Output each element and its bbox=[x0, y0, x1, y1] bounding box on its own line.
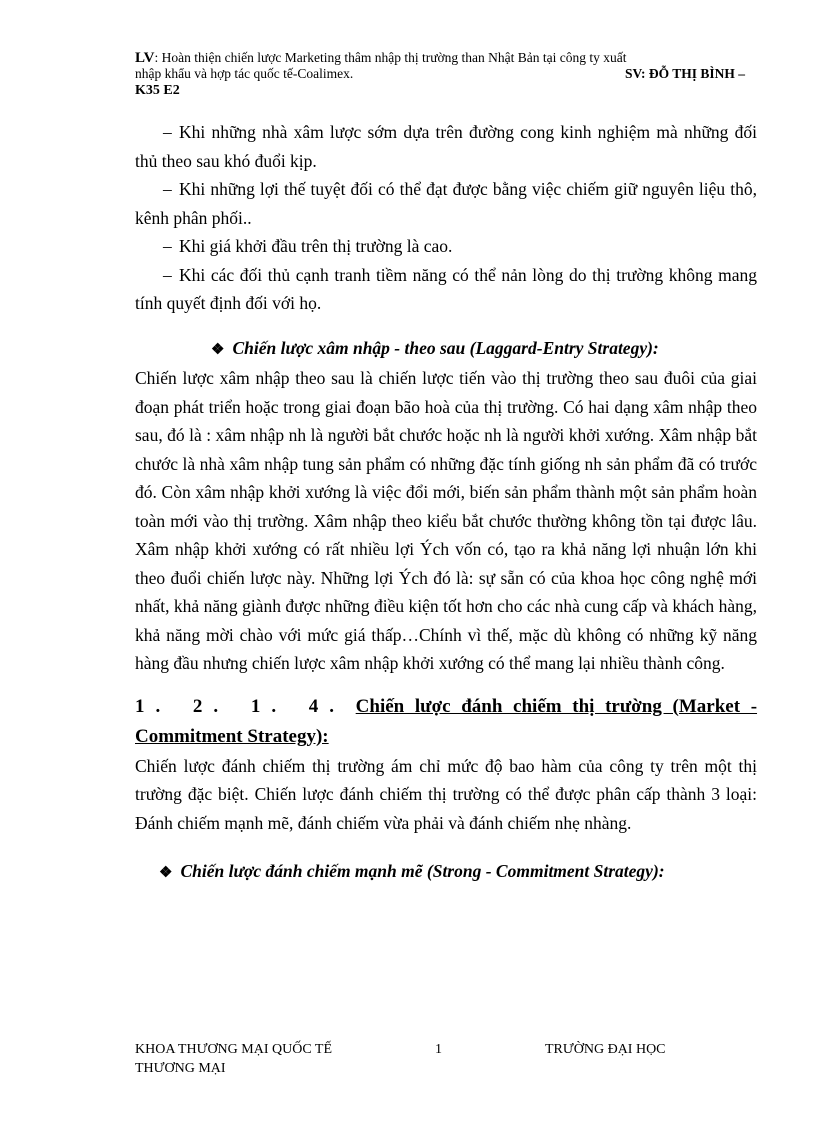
page-number: 1 bbox=[435, 1042, 442, 1057]
bullet-text: Khi giá khởi đầu trên thị trường là cao. bbox=[179, 236, 453, 256]
laggard-entry-heading bbox=[135, 334, 757, 365]
strong-commitment-heading-text: Chiến lược đánh chiếm mạnh mẽ (Strong - Commitment Strategy): bbox=[180, 861, 665, 881]
dash-marker: – bbox=[163, 122, 172, 142]
footer-faculty: KHOA THƯƠNG MẠI QUỐC TẾ bbox=[135, 1042, 333, 1057]
bullet-text: Khi những nhà xâm lược sớm dựa trên đường cong kinh nghiệm mà những đối thủ theo sau khó đuổi kịp. bbox=[135, 122, 757, 171]
laggard-entry-heading-text: Chiến lược xâm nhập - theo sau (Laggard-Entry Strategy): bbox=[232, 337, 659, 358]
header-class: K35 E2 bbox=[135, 83, 180, 98]
section-heading bbox=[135, 692, 757, 752]
strong-commitment-heading bbox=[135, 857, 757, 888]
bullet-item bbox=[135, 232, 757, 261]
bullet-item bbox=[135, 118, 757, 175]
bullet-text: Khi các đối thủ cạnh tranh tiềm năng có thể nản lòng do thị trường không mang tính quyết định đối với họ. bbox=[135, 264, 757, 313]
page-header bbox=[135, 50, 745, 98]
header-line-2 bbox=[135, 66, 745, 81]
dash-marker: – bbox=[163, 264, 172, 285]
diamond-bullet-icon: ❖ bbox=[211, 341, 225, 358]
bullet-item bbox=[135, 261, 757, 318]
header-line-1 bbox=[135, 50, 745, 66]
section-number: 1. 2. 1. 4. bbox=[135, 695, 345, 717]
bullet-item bbox=[135, 175, 757, 232]
header-thesis-title: : Hoàn thiện chiến lược Marketing thâm nhập thị trường than Nhật Bản tại công ty xuất bbox=[154, 50, 627, 65]
laggard-entry-paragraph: Chiến lược xâm nhập theo sau là chiến lược tiến vào thị trường theo sau đuôi của giai đoạn phát triển hoặc trong giai đoạn bão hoà của thị trường. Có hai dạng xâm nhập theo sau, đó là : xâm nhập nh là người bắt chước hoặc nh là người khởi xướng. Xâm nhập bắt chước là nhà xâm nhập tung sản phẩm có những đặc tính giống nh sản phẩm đã có trước đó. Còn xâm nhập khởi xướng là việc đổi mới, biến sản phẩm thành một sản phẩm hoàn toàn mới vào thị trường. Xâm nhập theo kiểu bắt chước thường không tồn tại được lâu. Xâm nhập khởi xướng có rất nhiều lợi Ých vốn có, tạo ra khả năng lợi nhuận lớn khi theo đuổi chiến lược này. Những lợi Ých đó là: sự sẵn có của khoa học công nghệ mới nhất, khả năng giành được những điều kiện tốt hơn cho các nhà cung cấp và khách hàng, khả năng mời chào với mức giá thấp…Chính vì thế, mặc dù không có những kỹ năng hàng đầu nhưng chiến lược xâm nhập khởi xướng có thể mang lại nhiều thành công. bbox=[135, 368, 757, 673]
page-footer bbox=[135, 1040, 757, 1078]
header-lv-label: LV bbox=[135, 50, 155, 66]
dash-marker: – bbox=[163, 236, 172, 256]
footer-row-2: THƯƠNG MẠI bbox=[135, 1061, 226, 1076]
footer-university: TRƯỜNG ĐẠI HỌC bbox=[545, 1042, 666, 1057]
dash-marker: – bbox=[163, 179, 172, 199]
diamond-bullet-icon: ❖ bbox=[159, 865, 173, 881]
section-paragraph: Chiến lược đánh chiếm thị trường ám chỉ mức độ bao hàm của công ty trên một thị trường đặc biệt. Chiến lược đánh chiếm thị trường có thể được phân cấp thành 3 loại: Đánh chiếm mạnh mẽ, đánh chiếm vừa phải và đánh chiếm nhẹ nhàng. bbox=[135, 755, 757, 833]
header-company: nhập khẩu và hợp tác quốc tế-Coalimex. bbox=[135, 66, 354, 81]
page-body bbox=[135, 118, 757, 888]
section-title: Chiến lược đánh chiếm thị trường (Market - Commitment Strategy): bbox=[135, 695, 758, 747]
header-student: SV: ĐỖ THỊ BÌNH – bbox=[624, 66, 745, 81]
bullet-text: Khi những lợi thế tuyệt đối có thể đạt được bằng việc chiếm giữ nguyên liệu thô, kênh phân phối.. bbox=[135, 179, 757, 228]
footer-row-1 bbox=[135, 1040, 757, 1059]
